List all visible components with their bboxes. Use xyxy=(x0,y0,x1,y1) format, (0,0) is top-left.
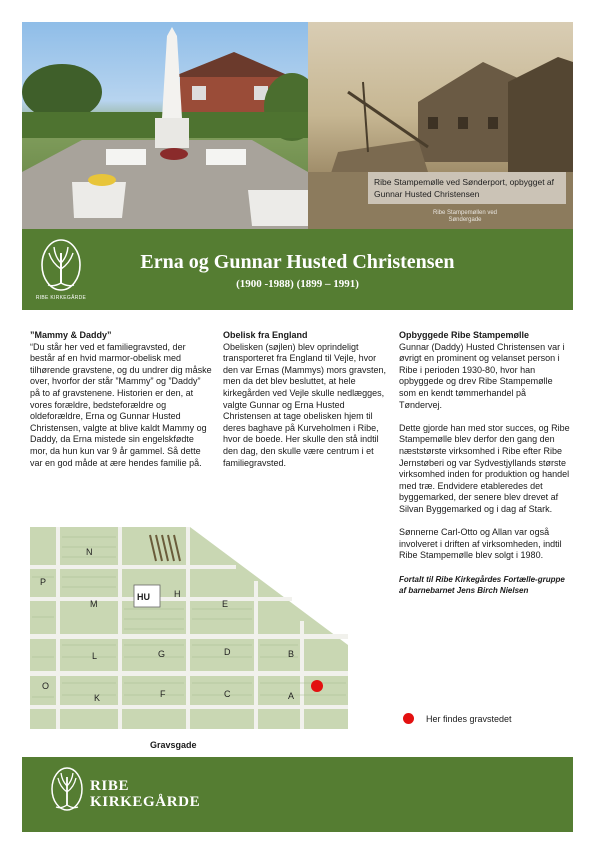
page-years: (1900 -1988) (1899 – 1991) xyxy=(236,278,359,290)
grave-photo xyxy=(22,22,308,229)
map-section-label: HU xyxy=(137,592,150,602)
map-section-label: H xyxy=(174,589,181,599)
column-heading: ”Mammy & Daddy” xyxy=(30,330,112,340)
column-body: Obelisken (søjlen) blev oprindeligt transporteret fra England til Vejle, hvor den var Ernas (Mammys) mors gravsten, men da det blev besluttet, at hele kirkegården ved Vejle skulle nedlægges, valgte Gunnar og Erna Husted Christensen at tage obelisken hjem til deres baghave på Kurveholmen i Ribe, hvor de boede. Her skulle den stå indtil den dag, den skulle være centrum i et familiegravsted. xyxy=(223,341,387,468)
column-obelisk xyxy=(223,330,393,469)
column-paragraph: Dette gjorde han med stor succes, og Ribe Stampemølle blev derfor den gang den næststørste virksomhed i Ribe efter Ribe Jernstøberi og var Sydvestjyllands største virksomhed inden for produktion og handel med træ. Endvidere etableredes det byggemarked, der senere blev drevet af Silvan Byggemarked og i dag af Stark. xyxy=(399,422,570,514)
map-section-label: K xyxy=(94,693,101,703)
grave-marker-legend-icon xyxy=(403,713,414,724)
column-body: “Du står her ved et familiegravsted, der består af en hvid marmor-obelisk med tilhørende gravstene, og du undrer dig måske over, hvorfor der står ”Mammy” og ”Daddy” på to af gravstenene. Historien er den, at vores forældre, bedsteforældre og oldeforældre, Erna og Gunnar Husted Christensen, valgte at blive kaldt Mammy og Daddy, da Erna mistede sin engelskfødte mor, da hun kun var 9 år gammel. Så dette var en god måde at ære hendes familie på. xyxy=(30,341,212,468)
column-heading: Obelisk fra England xyxy=(223,330,308,340)
map-section-label: G xyxy=(158,649,166,659)
mill-photo xyxy=(308,22,573,229)
map-section-label: E xyxy=(222,599,229,609)
map-section-label: B xyxy=(288,649,295,659)
grave-location-marker xyxy=(311,680,323,692)
cemetery-map xyxy=(30,517,348,735)
map-section-label: F xyxy=(160,689,166,699)
title-band xyxy=(22,229,573,310)
footer-brand-line1: RIBE xyxy=(90,778,130,794)
footer-band xyxy=(22,757,573,832)
grave-photo-illustration xyxy=(22,22,308,229)
map-section-label: D xyxy=(224,647,231,657)
legend-label: Her findes gravstedet xyxy=(426,714,512,724)
column-stampemolle xyxy=(399,330,571,596)
map-section-label: P xyxy=(40,577,47,587)
map-section-label: O xyxy=(42,681,50,691)
column-paragraph: Gunnar (Daddy) Husted Christensen var i øvrigt en prominent og velanset person i Ribe i perioden 1930-80, hvor han opbyggede og drev Ribe Stampemølle som en kendt tømmerhandel på Tøndervej. xyxy=(399,341,565,410)
page-title: Erna og Gunnar Husted Christensen xyxy=(140,251,455,273)
footer-brand-line2: KIRKEGÅRDE xyxy=(90,794,201,810)
mill-photo-caption: Ribe Stampemølle ved Sønderport, opbygget af Gunnar Husted Christensen xyxy=(368,172,566,204)
map-section-label: C xyxy=(224,689,231,699)
tree-logo-icon xyxy=(50,765,84,819)
column-heading: Opbyggede Ribe Stampemølle xyxy=(399,330,530,340)
map-section-label: L xyxy=(92,651,98,661)
map-section-label: A xyxy=(288,691,295,701)
map-section-label: M xyxy=(90,599,98,609)
column-paragraph: Sønnerne Carl-Otto og Allan var også involveret i driften af virksomheden, indtil Ribe Stampemølle blev solgt i 1980. xyxy=(399,527,562,561)
credit-line: Fortalt til Ribe Kirkegårdes Fortælle-gruppe af barnebarnet Jens Birch Nielsen xyxy=(399,574,565,595)
map-section-label: N xyxy=(86,547,93,557)
band-logo-text: RIBE KIRKEGÅRDE xyxy=(35,295,87,301)
mill-photo-watermark: Ribe Stampemøllen ved Søndergade xyxy=(432,210,498,223)
column-mammy-daddy xyxy=(30,330,212,469)
map-street-label: Gravsgade xyxy=(150,740,197,750)
footer-brand xyxy=(90,778,200,810)
